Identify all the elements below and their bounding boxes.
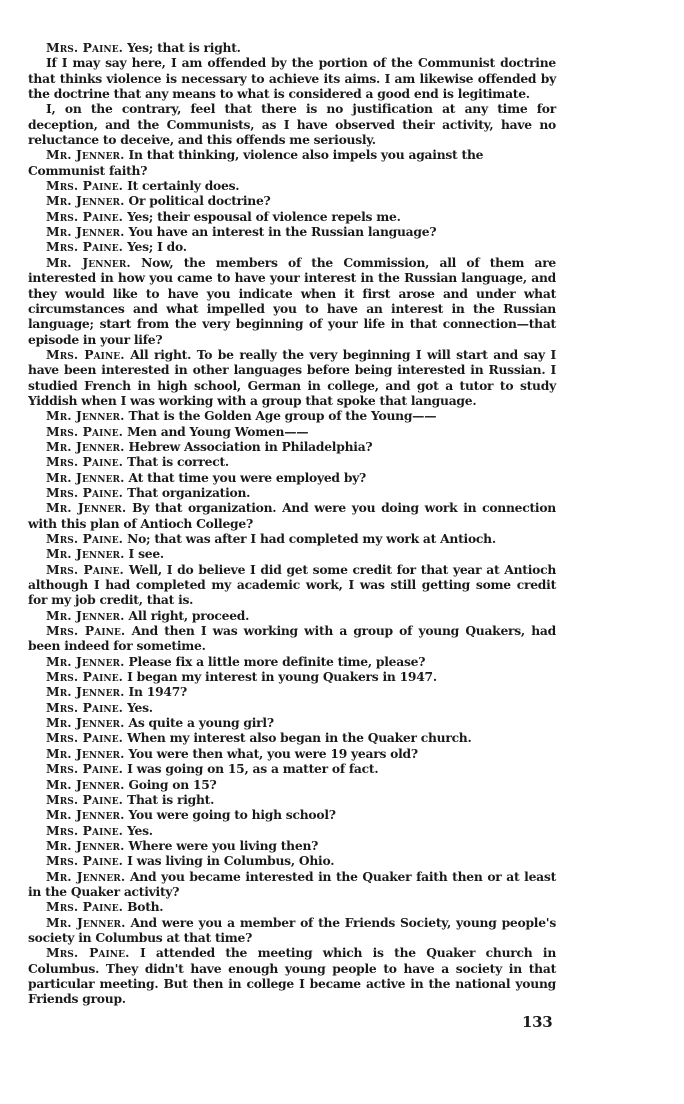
testimony-paragraph xyxy=(28,684,556,699)
speaker-label: Mr. Jenner. xyxy=(46,837,125,853)
speech-text: Well, I do believe I did get some credit for that year at Antioch although I had completed my academic work, I was still getting some credit for my job credit, that is. xyxy=(28,561,557,608)
speaker-label: Mrs. Paine. xyxy=(46,730,124,746)
speaker-label: Mrs. Paine. xyxy=(46,208,124,224)
speech-text: By that organization. And were you doing work in connection with this plan of Antioch College? xyxy=(28,500,556,531)
testimony-paragraph xyxy=(28,424,556,439)
speech-text: Going on 15? xyxy=(128,776,217,792)
testimony-paragraph xyxy=(28,209,556,224)
speech-text: At that time you were employed by? xyxy=(128,469,367,485)
testimony-paragraph xyxy=(28,899,556,914)
speech-text: That is the Golden Age group of the Young—— xyxy=(128,408,437,424)
testimony-paragraph xyxy=(28,838,556,853)
speaker-label: Mrs. Paine. xyxy=(46,484,124,500)
speech-text: And then I was working with a group of young Quakers, had been indeed for sometime. xyxy=(28,623,556,654)
testimony-paragraph xyxy=(28,807,556,822)
testimony-paragraph xyxy=(28,792,556,807)
testimony-paragraph xyxy=(28,623,556,654)
testimony-paragraph xyxy=(28,239,556,254)
speech-text: I attended the meeting which is the Quaker church in Columbus. They didn't have enough young people to have a society in that particular meeting. But then in college I became active in the national young Friends group. xyxy=(28,945,557,1007)
testimony-paragraph xyxy=(28,761,556,776)
testimony-paragraph xyxy=(28,869,556,900)
speech-text: Or political doctrine? xyxy=(128,193,271,209)
speech-text: I, on the contrary, feel that there is no justification at any time for deception, and the Communists, as I have observed their activity, have no reluctance to deceive, and this offends me seriously. xyxy=(28,101,556,148)
speech-text: That organization. xyxy=(127,484,251,500)
speech-text: If I may say here, I am offended by the portion of the Communist doctrine that thinks violence is necessary to achieve its aims. I am likewise offended by the doctrine that any means to what is considered a good end is legitimate. xyxy=(28,55,556,102)
speech-text: Yes. xyxy=(127,699,153,715)
testimony-paragraph xyxy=(28,715,556,730)
speech-text: Now, the members of the Commission, all of them are interested in how you came to have your interest in the Russian language, and they would like to have you indicate when it first arose and under what circumstances and what impelled you to have an interest in the Russian language; start from the very beginning of your life in that connection—that episode in your life? xyxy=(28,254,556,347)
speaker-label: Mrs. Paine. xyxy=(46,239,124,255)
testimony-paragraph xyxy=(28,470,556,485)
speech-text: You were going to high school? xyxy=(128,807,336,823)
speaker-label: Mrs. Paine. xyxy=(46,178,124,194)
testimony-paragraph xyxy=(28,608,556,623)
speech-text: That is correct. xyxy=(127,454,229,470)
speaker-label: Mr. Jenner. xyxy=(46,745,125,761)
testimony-paragraph xyxy=(28,746,556,761)
speaker-label: Mrs. Paine. xyxy=(46,40,124,55)
speaker-label: Mr. Jenner. xyxy=(46,776,125,792)
speaker-label: Mr. Jenner. xyxy=(46,914,126,930)
speaker-label: Mrs. Paine. xyxy=(46,346,125,362)
speaker-label: Mrs. Paine. xyxy=(46,791,124,807)
speaker-label: Mrs. Paine. xyxy=(46,531,124,546)
speech-text: As quite a young girl? xyxy=(128,715,274,731)
testimony-paragraph xyxy=(28,485,556,500)
speaker-label: Mr. Jenner. xyxy=(46,438,125,454)
testimony-paragraph xyxy=(28,193,556,208)
speaker-label: Mr. Jenner. xyxy=(46,684,125,700)
testimony-paragraph xyxy=(28,777,556,792)
page-number: 133 xyxy=(522,1013,553,1031)
testimony-paragraph xyxy=(28,823,556,838)
speaker-label: Mrs. Paine. xyxy=(46,454,124,470)
speech-text: Yes. xyxy=(127,822,153,838)
testimony-paragraph xyxy=(28,654,556,669)
speech-text: All right. To be really the very beginning I will start and say I have been interested in other languages before being interested in Russian. I studied French in high school, German in college, and got a tutor to study Yiddish when I was working with a group that spoke that language. xyxy=(28,346,556,408)
speaker-label: Mr. Jenner. xyxy=(46,607,125,623)
speaker-label: Mr. Jenner. xyxy=(46,408,125,424)
testimony-paragraph xyxy=(28,562,556,608)
testimony-paragraph xyxy=(28,915,556,946)
speaker-label: Mr. Jenner. xyxy=(46,254,131,270)
speech-text: Where were you living then? xyxy=(128,837,319,853)
speech-text: No; that was after I had completed my work at Antioch. xyxy=(127,531,496,546)
speaker-label: Mr. Jenner. xyxy=(46,500,127,516)
continuation-paragraph xyxy=(28,101,556,147)
speech-text: I was going on 15, as a matter of fact. xyxy=(127,761,379,777)
speech-text: All right, proceed. xyxy=(128,607,250,623)
testimony-paragraph xyxy=(28,347,556,408)
speaker-label: Mr. Jenner. xyxy=(46,653,125,669)
transcript-body xyxy=(28,40,556,1007)
speech-text: I see. xyxy=(128,546,164,562)
speech-text: Yes; I do. xyxy=(127,239,187,255)
speech-text: Please fix a little more definite time, please? xyxy=(128,653,426,669)
testimony-paragraph xyxy=(28,224,556,239)
speech-text: I was living in Columbus, Ohio. xyxy=(127,853,335,869)
continuation-paragraph xyxy=(28,55,556,101)
speech-text: When my interest also began in the Quaker church. xyxy=(127,730,472,746)
speaker-label: Mrs. Paine. xyxy=(46,822,124,838)
speaker-label: Mr. Jenner. xyxy=(46,546,125,562)
testimony-paragraph xyxy=(28,454,556,469)
testimony-paragraph xyxy=(28,500,556,531)
speech-text: Yes; their espousal of violence repels me. xyxy=(127,208,401,224)
speech-text: Yes; that is right. xyxy=(127,40,241,55)
testimony-paragraph xyxy=(28,700,556,715)
speaker-label: Mr. Jenner. xyxy=(46,147,125,163)
speaker-label: Mrs. Paine. xyxy=(46,699,124,715)
testimony-paragraph xyxy=(28,40,556,55)
speaker-label: Mrs. Paine. xyxy=(46,945,130,961)
testimony-paragraph xyxy=(28,546,556,561)
speaker-label: Mr. Jenner. xyxy=(46,715,125,731)
speaker-label: Mrs. Paine. xyxy=(46,669,124,685)
speaker-label: Mrs. Paine. xyxy=(46,761,124,777)
speech-text: That is right. xyxy=(127,791,215,807)
speech-text: Men and Young Women—— xyxy=(127,423,309,439)
speaker-label: Mr. Jenner. xyxy=(46,807,125,823)
testimony-paragraph xyxy=(28,730,556,745)
speaker-label: Mrs. Paine. xyxy=(46,423,124,439)
speaker-label: Mrs. Paine. xyxy=(46,623,126,639)
speaker-label: Mrs. Paine. xyxy=(46,561,124,577)
speech-text: And you became interested in the Quaker faith then or at least in the Quaker activity? xyxy=(28,868,556,899)
testimony-paragraph xyxy=(28,945,556,1006)
speech-text: You have an interest in the Russian language? xyxy=(128,224,437,240)
speech-text: I began my interest in young Quakers in 1947. xyxy=(127,669,437,685)
speech-text: It certainly does. xyxy=(127,178,240,194)
speech-text: And were you a member of the Friends Society, young people's society in Columbus at that time? xyxy=(28,914,556,945)
testimony-paragraph xyxy=(28,255,556,347)
speaker-label: Mr. Jenner. xyxy=(46,224,125,240)
testimony-paragraph xyxy=(28,408,556,423)
speaker-label: Mr. Jenner. xyxy=(46,469,125,485)
speech-text: Both. xyxy=(127,899,164,915)
testimony-paragraph xyxy=(28,669,556,684)
testimony-paragraph xyxy=(28,178,556,193)
speech-text: In 1947? xyxy=(128,684,187,700)
speaker-label: Mr. Jenner. xyxy=(46,868,126,884)
testimony-paragraph xyxy=(28,853,556,868)
testimony-paragraph xyxy=(28,147,556,178)
speaker-label: Mrs. Paine. xyxy=(46,899,124,915)
speaker-label: Mr. Jenner. xyxy=(46,193,125,209)
speech-text: In that thinking, violence also impels you against the Communist faith? xyxy=(28,147,484,178)
speech-text: Hebrew Association in Philadelphia? xyxy=(128,438,373,454)
testimony-paragraph xyxy=(28,531,556,546)
speech-text: You were then what, you were 19 years old? xyxy=(128,745,418,761)
testimony-paragraph xyxy=(28,439,556,454)
speaker-label: Mrs. Paine. xyxy=(46,853,124,869)
